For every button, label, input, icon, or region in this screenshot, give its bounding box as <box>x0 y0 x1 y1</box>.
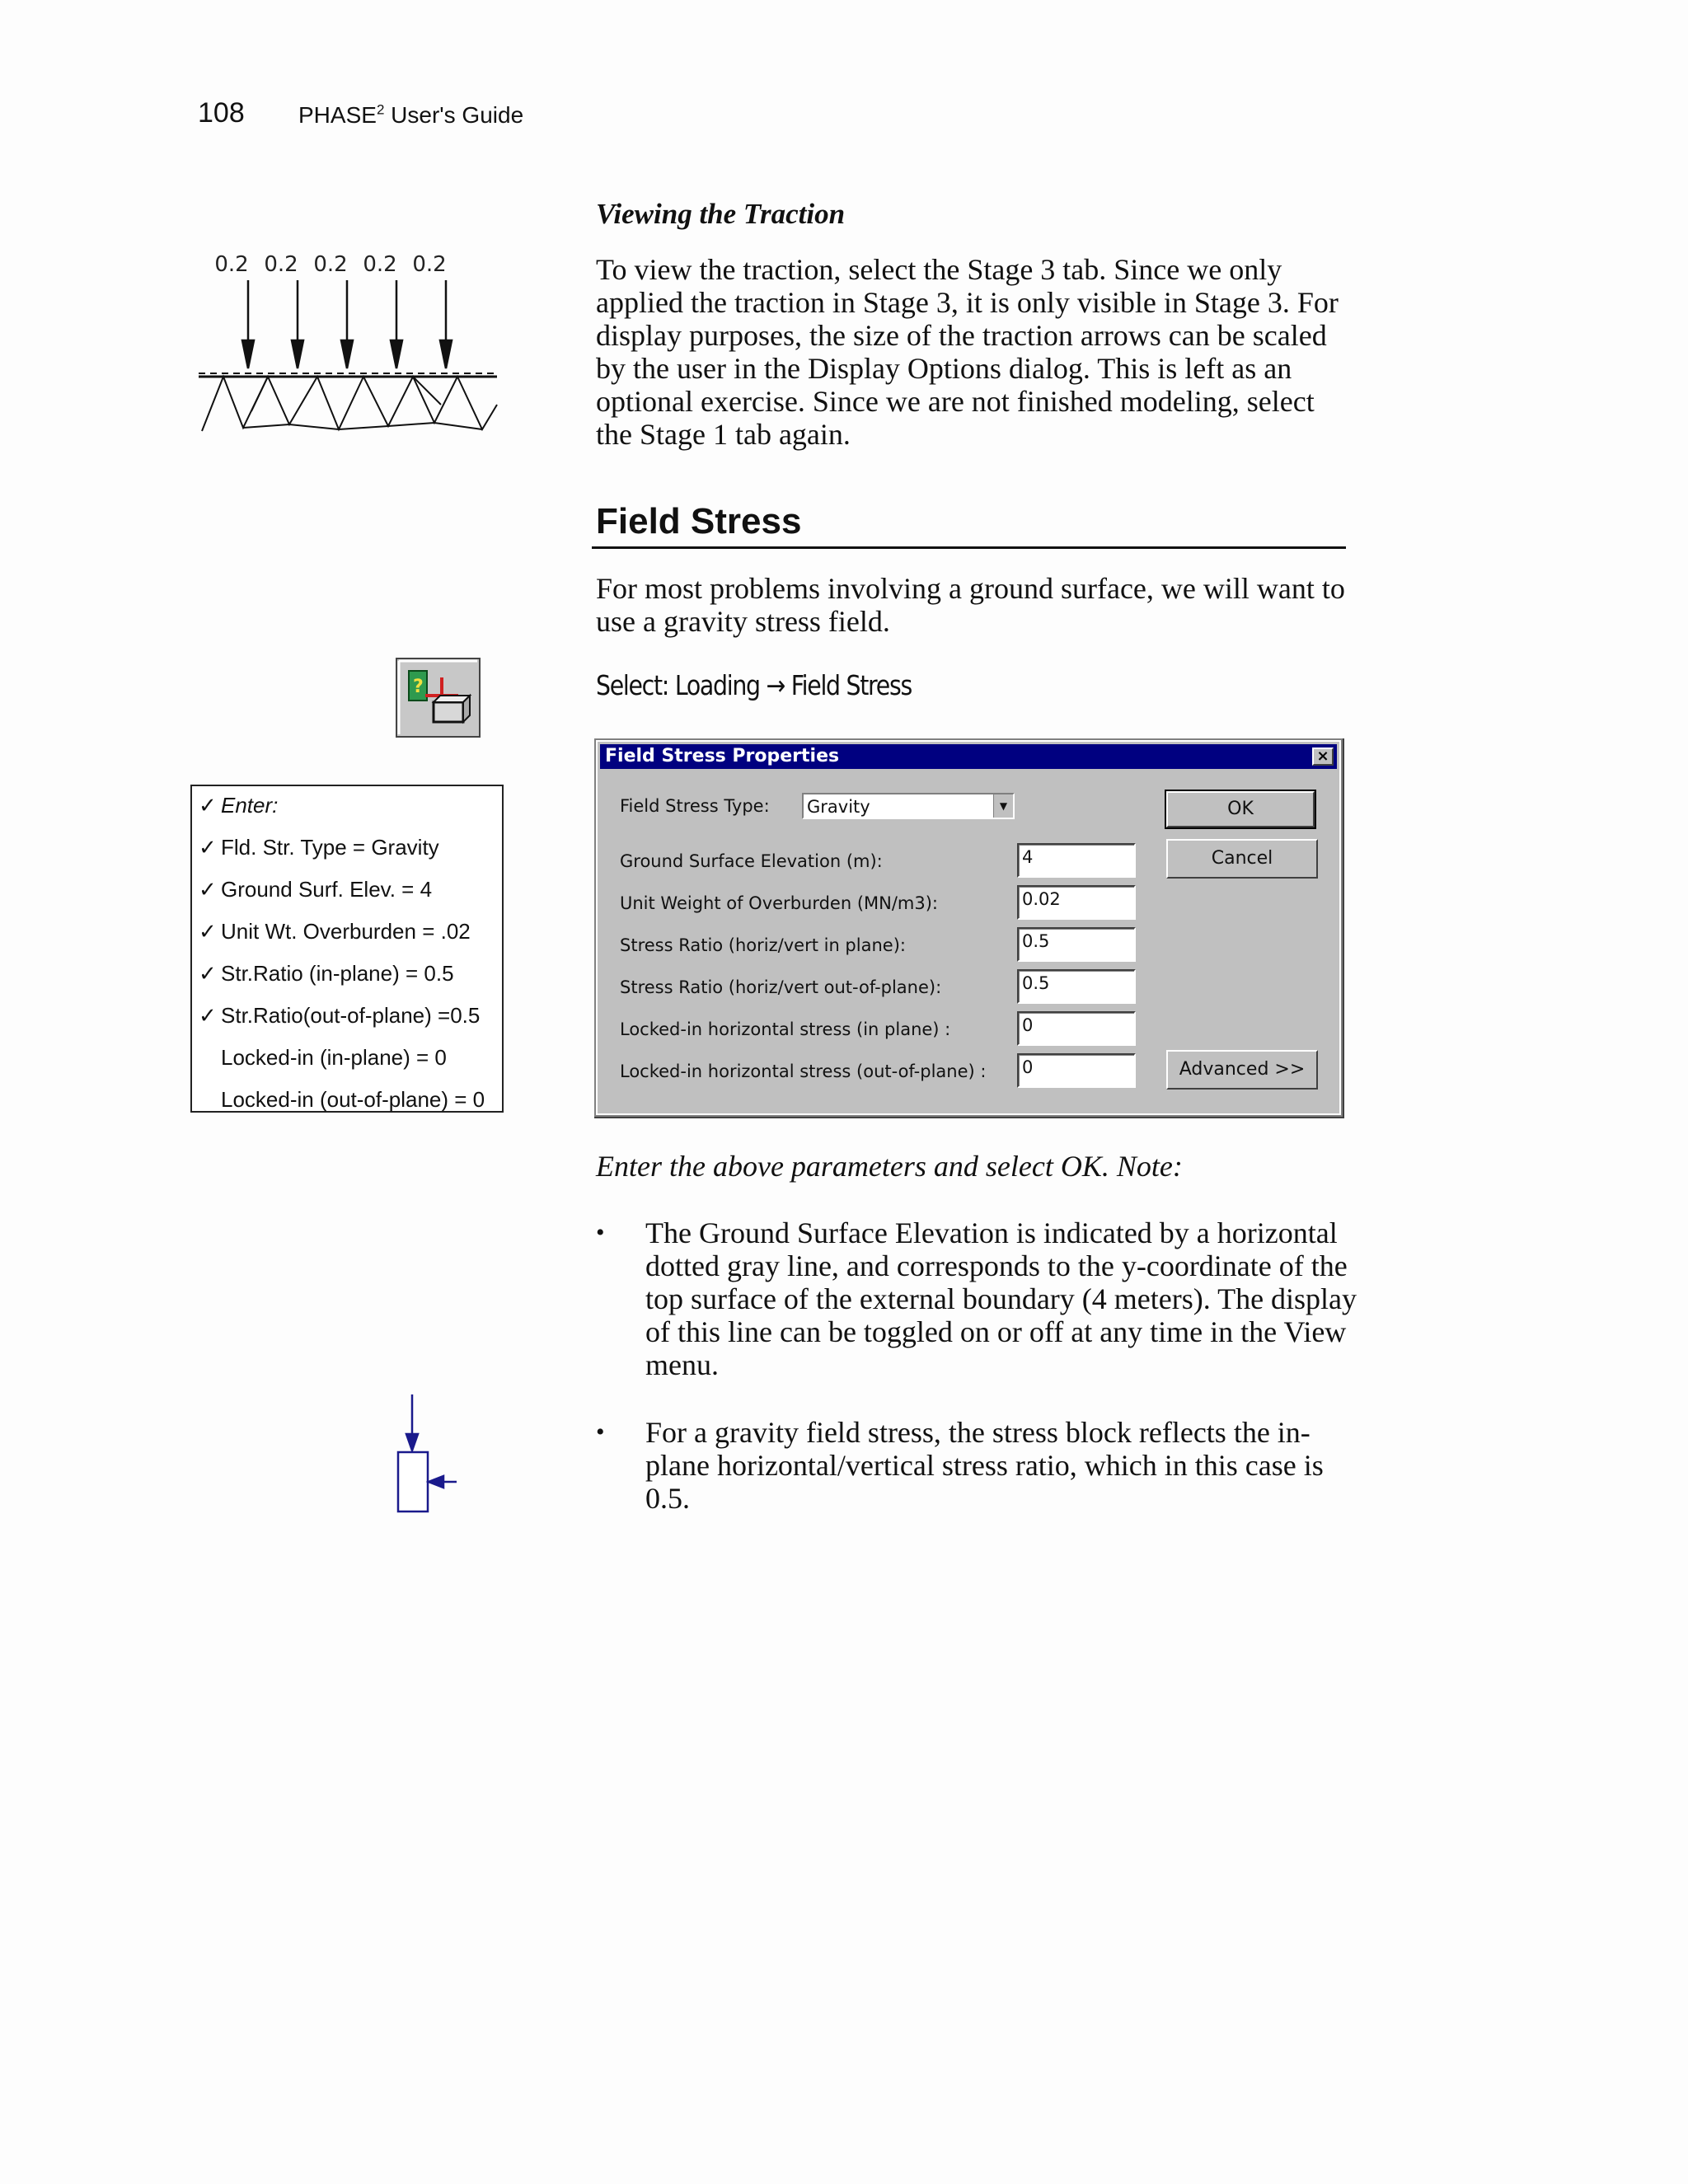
advanced-button[interactable]: Advanced >> <box>1166 1050 1318 1090</box>
parameter-checklist <box>190 785 504 1113</box>
stress-ratio-out-of-plane-input[interactable]: 0.5 <box>1017 969 1136 1004</box>
locked-in-in-plane-label: Locked-in horizontal stress (in plane) : <box>620 1019 951 1039</box>
dropdown-arrow-icon[interactable]: ▼ <box>993 794 1013 818</box>
check-icon: ✓ <box>199 793 217 818</box>
locked-in-out-of-plane-label: Locked-in horizontal stress (out-of-plane) : <box>620 1062 987 1081</box>
cancel-button[interactable]: Cancel <box>1166 839 1318 879</box>
traction-labels <box>214 252 446 277</box>
select-instruction: Select: Loading → Field Stress <box>596 669 912 701</box>
enter-parameters-note: Enter the above parameters and select OK. Note: <box>596 1150 1183 1183</box>
traction-paragraph: To view the traction, select the Stage 3 tab. Since we only applied the traction in Stage 3, it is only visible in Stage 3. For display purposes, the size of the traction arrows can be scaled by the user in the Display Options dialog. This is left as an optional exercise. Since we are not finished modeling, select the Stage 1 tab again. <box>596 253 1339 451</box>
svg-text:?: ? <box>413 677 424 697</box>
check-icon: ✓ <box>199 877 217 902</box>
traction-label: 0.2 <box>264 252 298 277</box>
traction-label: 0.2 <box>412 252 447 277</box>
section-divider <box>592 546 1346 549</box>
traction-label: 0.2 <box>214 252 249 277</box>
dialog-titlebar[interactable] <box>600 744 1337 769</box>
ok-button[interactable]: OK <box>1166 791 1315 827</box>
check-icon: ✓ <box>199 919 217 944</box>
checklist-item: ✓ Str.Ratio(out-of-plane) =0.5 <box>199 1003 481 1028</box>
field-stress-dialog <box>596 740 1341 1115</box>
stress-block-icon <box>387 1391 462 1515</box>
close-button[interactable] <box>1312 748 1334 766</box>
page-number: 108 <box>198 97 245 129</box>
checklist-header: ✓ Enter: <box>199 793 279 818</box>
guide-title: PHASE$^2$ User's Guide <box>298 101 524 128</box>
traction-label: 0.2 <box>363 252 397 277</box>
field-stress-icon <box>397 659 479 736</box>
unit-weight-input[interactable]: 0.02 <box>1017 885 1136 920</box>
bullet-icon: • <box>596 1219 605 1246</box>
check-icon: ✓ <box>199 835 217 860</box>
check-icon: ✓ <box>199 1003 217 1028</box>
field-stress-toolbar-icon[interactable] <box>396 658 481 738</box>
bullet-icon: • <box>596 1418 605 1446</box>
subsection-heading: Viewing the Traction <box>596 198 846 230</box>
bullet-text: The Ground Surface Elevation is indicated by a horizontal dotted gray line, and corresponds to the y-coordinate of the top surface of the external boundary (4 meters). The display of this line can be toggled on or off at any time in the View menu. <box>645 1216 1357 1381</box>
locked-in-out-of-plane-input[interactable]: 0 <box>1017 1053 1136 1088</box>
field-stress-type-label: Field Stress Type: <box>620 796 770 816</box>
traction-arrows <box>242 280 452 368</box>
bullet-item <box>596 1416 1371 1523</box>
checklist-item: Locked-in (out-of-plane) = 0 <box>221 1087 485 1112</box>
field-stress-intro: For most problems involving a ground surface, we will want to use a gravity stress field. <box>596 572 1345 638</box>
section-title: Field Stress <box>596 501 802 541</box>
traction-label: 0.2 <box>313 252 348 277</box>
checklist-item: ✓ Ground Surf. Elev. = 4 <box>199 877 433 902</box>
checklist-item: ✓ Unit Wt. Overburden = .02 <box>199 919 471 944</box>
traction-figure <box>194 243 507 441</box>
ground-surface-elevation-label: Ground Surface Elevation (m): <box>620 851 883 871</box>
unit-weight-label: Unit Weight of Overburden (MN/m3): <box>620 893 939 913</box>
close-icon: × <box>1316 748 1329 765</box>
stress-ratio-out-of-plane-label: Stress Ratio (horiz/vert out-of-plane): <box>620 977 942 997</box>
field-stress-type-select[interactable] <box>802 793 1015 819</box>
stress-ratio-in-plane-input[interactable]: 0.5 <box>1017 927 1136 962</box>
dialog-title: Field Stress Properties <box>605 746 840 766</box>
check-icon: ✓ <box>199 961 217 986</box>
ground-surface-elevation-input[interactable]: 4 <box>1017 843 1136 878</box>
checklist-item: ✓ Fld. Str. Type = Gravity <box>199 835 439 860</box>
locked-in-in-plane-input[interactable]: 0 <box>1017 1011 1136 1046</box>
bullet-item <box>596 1216 1371 1390</box>
field-stress-type-value: Gravity <box>807 797 870 817</box>
bullet-text: For a gravity field stress, the stress block reflects the in-plane horizontal/vertical stress ratio, which in this case is 0.5. <box>645 1416 1324 1515</box>
boundary-mesh <box>199 373 497 431</box>
checklist-item: ✓ Str.Ratio (in-plane) = 0.5 <box>199 961 454 986</box>
checklist-item: Locked-in (in-plane) = 0 <box>221 1045 447 1070</box>
stress-ratio-in-plane-label: Stress Ratio (horiz/vert in plane): <box>620 935 906 955</box>
